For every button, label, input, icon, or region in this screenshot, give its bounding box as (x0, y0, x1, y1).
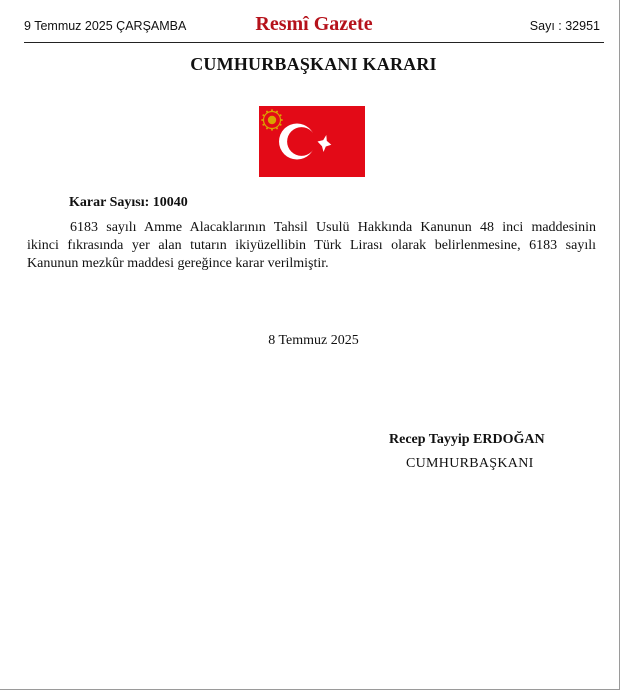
gazette-header (24, 12, 604, 43)
gazette-masthead: Resmî Gazete (255, 13, 373, 35)
signer-title: CUMHURBAŞKANI (406, 456, 534, 471)
decree-date: 8 Temmuz 2025 (268, 333, 359, 348)
signer-name: Recep Tayyip ERDOĞAN (389, 432, 545, 447)
header-date: 9 Temmuz 2025 ÇARŞAMBA (24, 19, 187, 33)
decree-number: Karar Sayısı: 10040 (69, 195, 188, 210)
turkish-flag-icon (259, 106, 365, 177)
body-line: ikinci fıkrasında yer alan tutarın ikiyüzellibin Türk Lirası olarak belirlenmesine, 6183 sayılı (27, 238, 596, 253)
document-title: CUMHURBAŞKANI KARARI (190, 54, 437, 74)
body-line: Kanunun mezkûr maddesi gereğince karar verilmiştir. (27, 256, 329, 271)
decree-body (27, 219, 596, 273)
body-line: 6183 sayılı Amme Alacaklarının Tahsil Usulü Hakkında Kanunun 48 inci maddesinin (70, 220, 596, 235)
issue-number: Sayı : 32951 (529, 19, 600, 33)
